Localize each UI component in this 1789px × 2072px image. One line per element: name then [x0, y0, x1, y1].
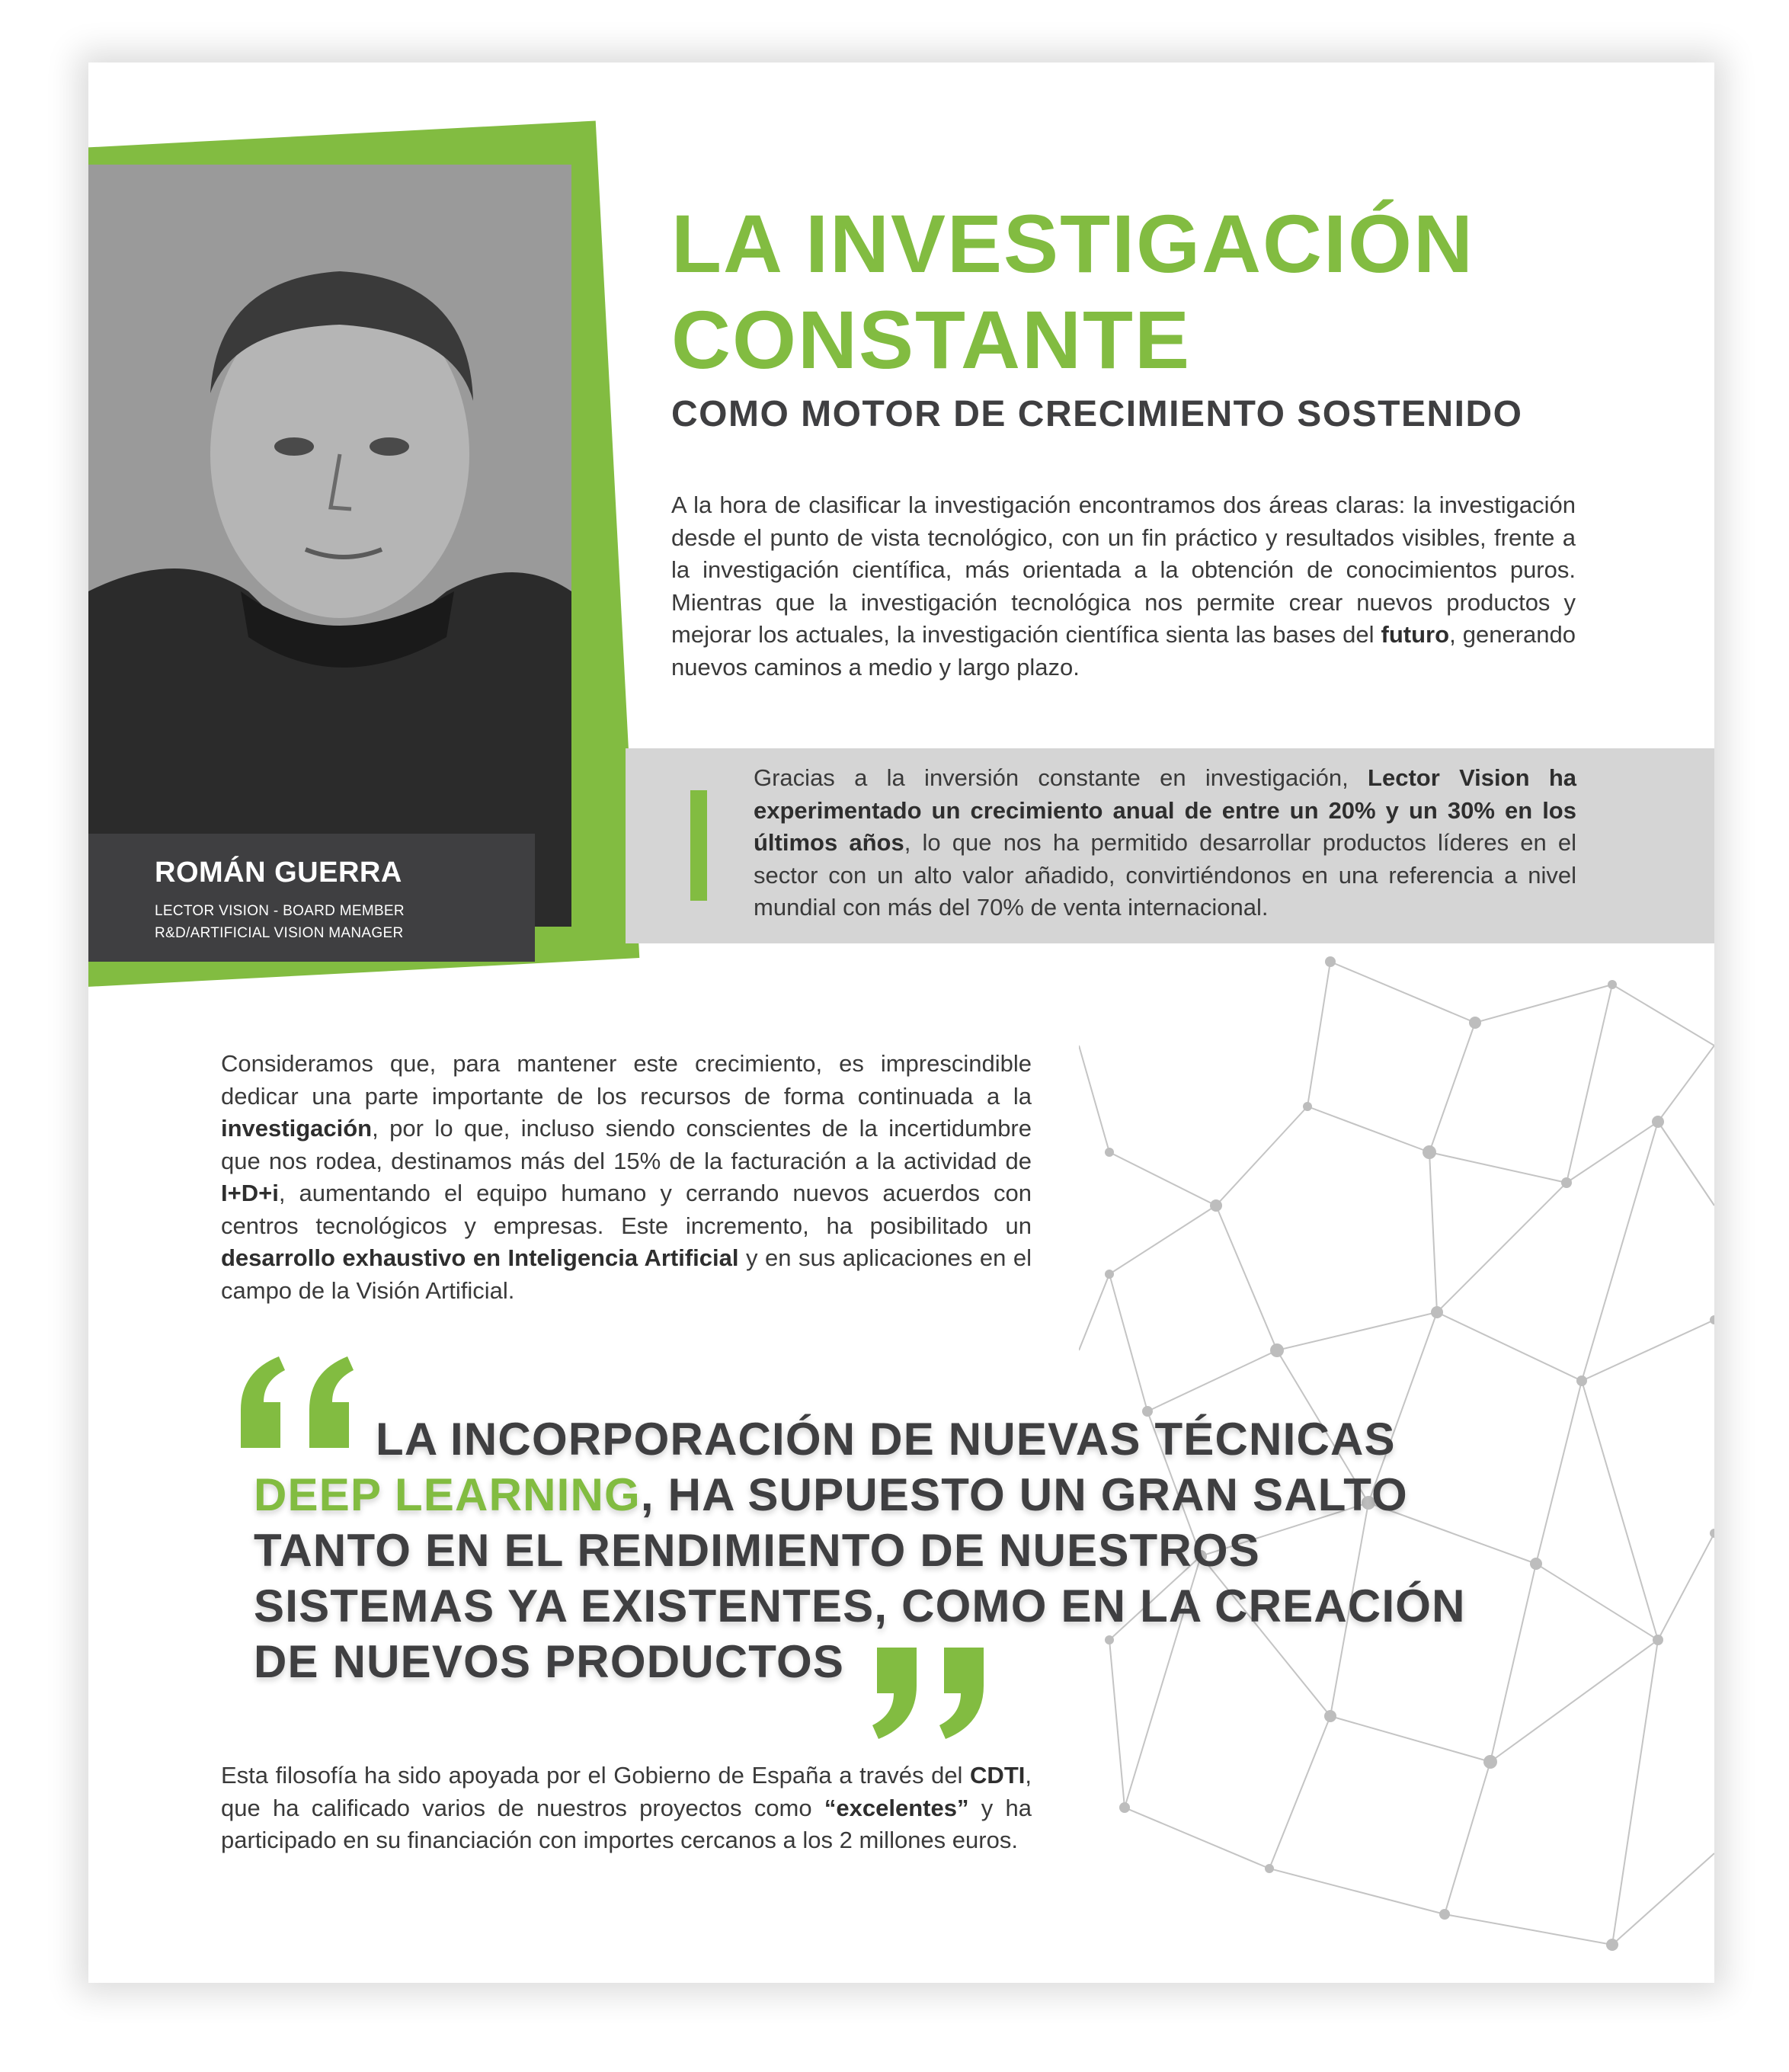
body2-text-c: , aumentando el equipo humano y cerrando nuevos acuerdos con centros tecnológicos y empresas. Este incremento, ha posibilitado un	[221, 1180, 1032, 1239]
body2-text-d: y en sus aplicaciones en el campo de la Visión Artificial.	[221, 1244, 1032, 1304]
body2-bold3: desarrollo exhaustivo en Inteligencia Artificial	[221, 1244, 739, 1271]
body3-text-c: y ha participado en su financiación con importes cercanos a los 2 millones euros.	[221, 1794, 1032, 1853]
profile-caption	[88, 834, 535, 962]
article-page	[88, 62, 1714, 1983]
body3-bold2: “excelentes”	[824, 1794, 969, 1821]
body3-text-b: , que ha calificado varios de nuestros proyectos como	[221, 1762, 1032, 1821]
intro-bold: futuro	[1381, 621, 1450, 648]
portrait-photo	[88, 165, 571, 927]
highlight-bold: Lector Vision ha experimentado un crecimiento anual de entre un 20% y un 30% en los últimos años	[754, 764, 1576, 856]
body2-text-b: , por lo que, incluso siendo conscientes de la incertidumbre que nos rodea, destinamos más del 15% de la facturación a la actividad de	[221, 1115, 1032, 1174]
quote-highlight: DEEP LEARNING	[254, 1469, 641, 1520]
body3-text-a: Esta filosofía ha sido apoyada por el Gobierno de España a través del	[221, 1762, 971, 1789]
body3-bold1: CDTI	[970, 1762, 1026, 1789]
article-subtitle: COMO MOTOR DE CRECIMIENTO SOSTENIDO	[671, 394, 1523, 434]
quote-line3: TANTO EN EL RENDIMIENTO DE NUESTROS	[254, 1525, 1261, 1576]
intro-text-b: , generando nuevos caminos a medio y largo plazo.	[671, 621, 1576, 681]
pull-quote	[254, 1411, 1466, 1689]
quote-line2: , HA SUPUESTO UN GRAN SALTO	[640, 1469, 1408, 1520]
highlight-accent-bar	[690, 790, 707, 901]
intro-paragraph	[671, 489, 1576, 684]
highlight-text-a: Gracias a la inversión constante en investigación,	[754, 764, 1368, 791]
title-line1: LA INVESTIGACIÓN	[671, 197, 1475, 290]
intro-text-a: A la hora de clasificar la investigación encontramos dos áreas claras: la investigación desde el punto de vista tecnológico, con un fin práctico y resultados visibles, frente a la investigación científica, más orientada a la obtención de conocimientos puros. Mientras que la investigación tecnológica nos permite crear nuevos productos y mejorar los actuales, la investigación científica sienta las bases del	[671, 492, 1576, 648]
profile-name: ROMÁN GUERRA	[155, 857, 402, 889]
quote-line5: DE NUEVOS PRODUCTOS	[254, 1636, 845, 1687]
profile-role-line2: R&D/ARTIFICIAL VISION MANAGER	[155, 925, 404, 941]
body2-text-a: Consideramos que, para mantener este crecimiento, es imprescindible dedicar una parte importante de los recursos de forma continuada a la	[221, 1050, 1032, 1110]
body2-bold1: investigación	[221, 1115, 373, 1142]
close-quote-icon	[862, 1648, 991, 1739]
quote-line4: SISTEMAS YA EXISTENTES, COMO EN LA CREACIÓN	[254, 1580, 1466, 1632]
body-paragraph-2	[221, 1048, 1032, 1307]
quote-line1: LA INCORPORACIÓN DE NUEVAS TÉCNICAS	[376, 1414, 1396, 1465]
highlight-text-b: , lo que nos ha permitido desarrollar productos líderes en el sector con un alto valor añadido, convirtiéndonos en una referencia a nivel mundial con más del 70% de venta internacional.	[754, 829, 1576, 921]
highlight-paragraph	[754, 762, 1576, 924]
profile-role-line1: LECTOR VISION - BOARD MEMBER	[155, 903, 405, 919]
title-line2: CONSTANTE	[671, 293, 1191, 386]
body-paragraph-3	[221, 1760, 1032, 1857]
body2-bold2: I+D+i	[221, 1180, 279, 1206]
article-title	[671, 196, 1474, 388]
